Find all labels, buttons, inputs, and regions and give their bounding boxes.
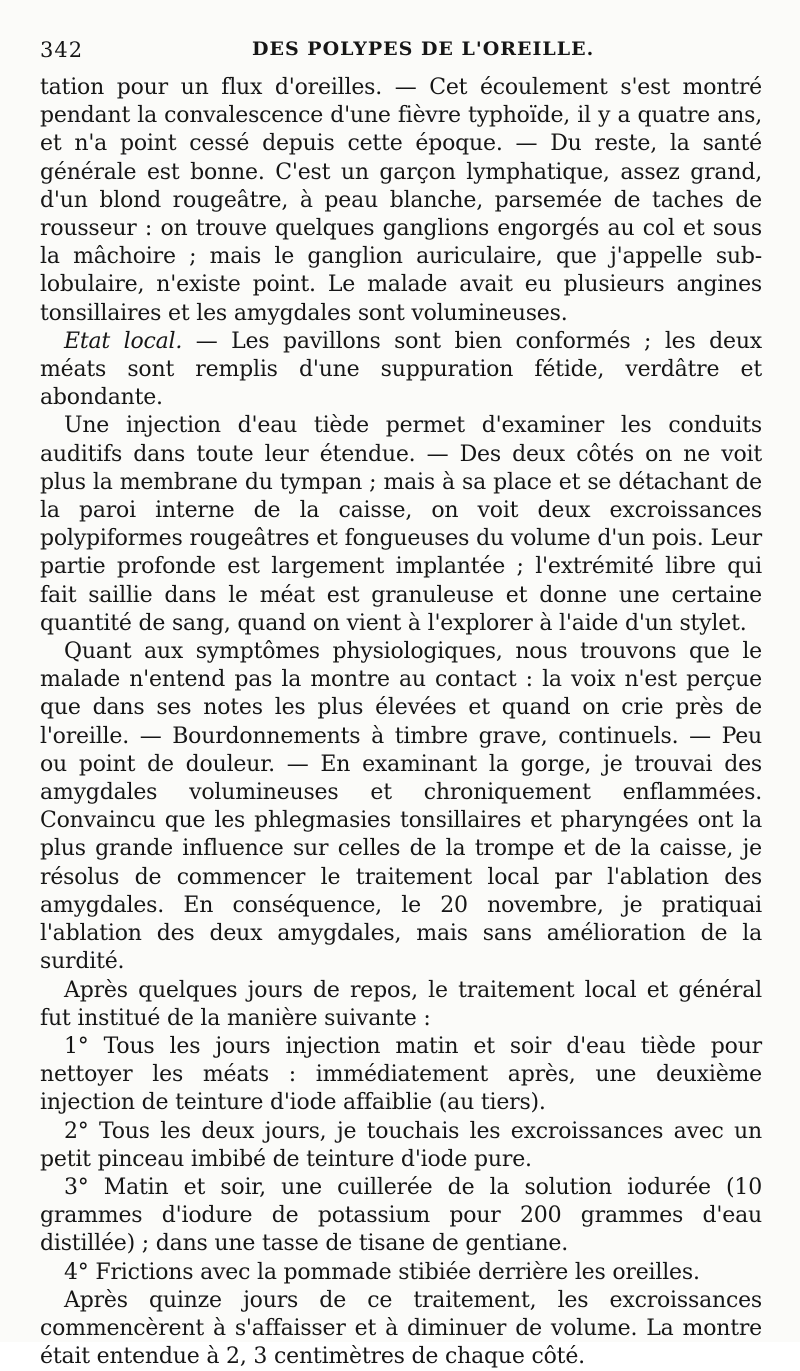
list-item: 4° Frictions avec la pommade stibiée derrière les oreilles. bbox=[64, 1259, 700, 1285]
body-text bbox=[40, 74, 762, 1371]
paragraph: Quant aux symptômes physiologiques, nous trouvons que le malade n'entend pas la montre au contact : la voix n'est perçue que dans ses notes les plus élevées et quand on crie près de l'oreille. — Bourdonnements à timbre grave, continuels. — Peu ou point de douleur. — En examinant la gorge, je trouvai des amygdales volumineuses et chroniquement enflammées. Convaincu que les phlegmasies tonsillaires et pharyngées ont la plus grande influence sur celles de la trompe et de la caisse, je résolus de commencer le traitement local par l'ablation des amygdales. En conséquence, le 20 novembre, je pratiquai l'ablation des deux amygdales, mais sans amélioration de la surdité. bbox=[40, 639, 762, 975]
paragraph: Après quinze jours de ce traitement, les excroissances commencèrent à s'affaisser et à diminuer de volume. La montre était entendue à 2, 3 centimètres de chaque côté. bbox=[40, 1287, 762, 1370]
list-item: 1° Tous les jours injection matin et soir d'eau tiède pour nettoyer les méats : immédiatement après, une deuxième injection de teinture d'iode affaiblie (au tiers). bbox=[40, 1033, 762, 1116]
paragraph: Une injection d'eau tiède permet d'examiner les conduits auditifs dans toute leur étendue. — Des deux côtés on ne voit plus la membrane du tympan ; mais à sa place et se détachant de la paroi interne de la caisse, on voit deux excroissances polypiformes rougeâtres et fongueuses du volume d'un pois. Leur partie profonde est largement implantée ; l'extrémité libre qui fait saillie dans le méat est granuleuse et donne une certaine quantité de sang, quand on vient à l'explorer à l'aide d'un stylet. bbox=[40, 413, 762, 636]
running-head: DES POLYPES DE L'OREILLE. bbox=[252, 38, 595, 60]
list-item: 2° Tous les deux jours, je touchais les excroissances avec un petit pinceau imbibé de teinture d'iode pure. bbox=[40, 1118, 762, 1172]
paragraph bbox=[40, 328, 762, 413]
list-item: 3° Matin et soir, une cuillerée de la solution iodurée (10 grammes d'iodure de potassium pour 200 grammes d'eau distillée) ; dans une tasse de tisane de gentiane. bbox=[40, 1174, 762, 1257]
paragraph-text: — Les pavillons sont bien conformés ; les deux méats sont remplis d'une suppuration fétide, verdâtre et abondante. bbox=[40, 328, 763, 411]
paragraph: Après quelques jours de repos, le traitement local et général fut institué de la manière suivante : bbox=[40, 977, 762, 1031]
section-lead: Etat local. bbox=[64, 328, 183, 354]
page-number: 342 bbox=[40, 38, 84, 62]
paragraph: tation pour un flux d'oreilles. — Cet écoulement s'est montré pendant la convalescence d'une fièvre typhoïde, il y a quatre ans, et n'a point cessé depuis cette époque. — Du reste, la santé générale est bonne. C'est un garçon lymphatique, assez grand, d'un blond rougeâtre, à peau blanche, parsemée de taches de rousseur : on trouve quelques ganglions engorgés au col et sous la mâchoire ; mais le ganglion auriculaire, que j'appelle sub-lobulaire, n'existe point. Le malade avait eu plusieurs angines tonsillaires et les amygdales sont volumineuses. bbox=[40, 75, 762, 326]
page-header bbox=[32, 30, 760, 62]
